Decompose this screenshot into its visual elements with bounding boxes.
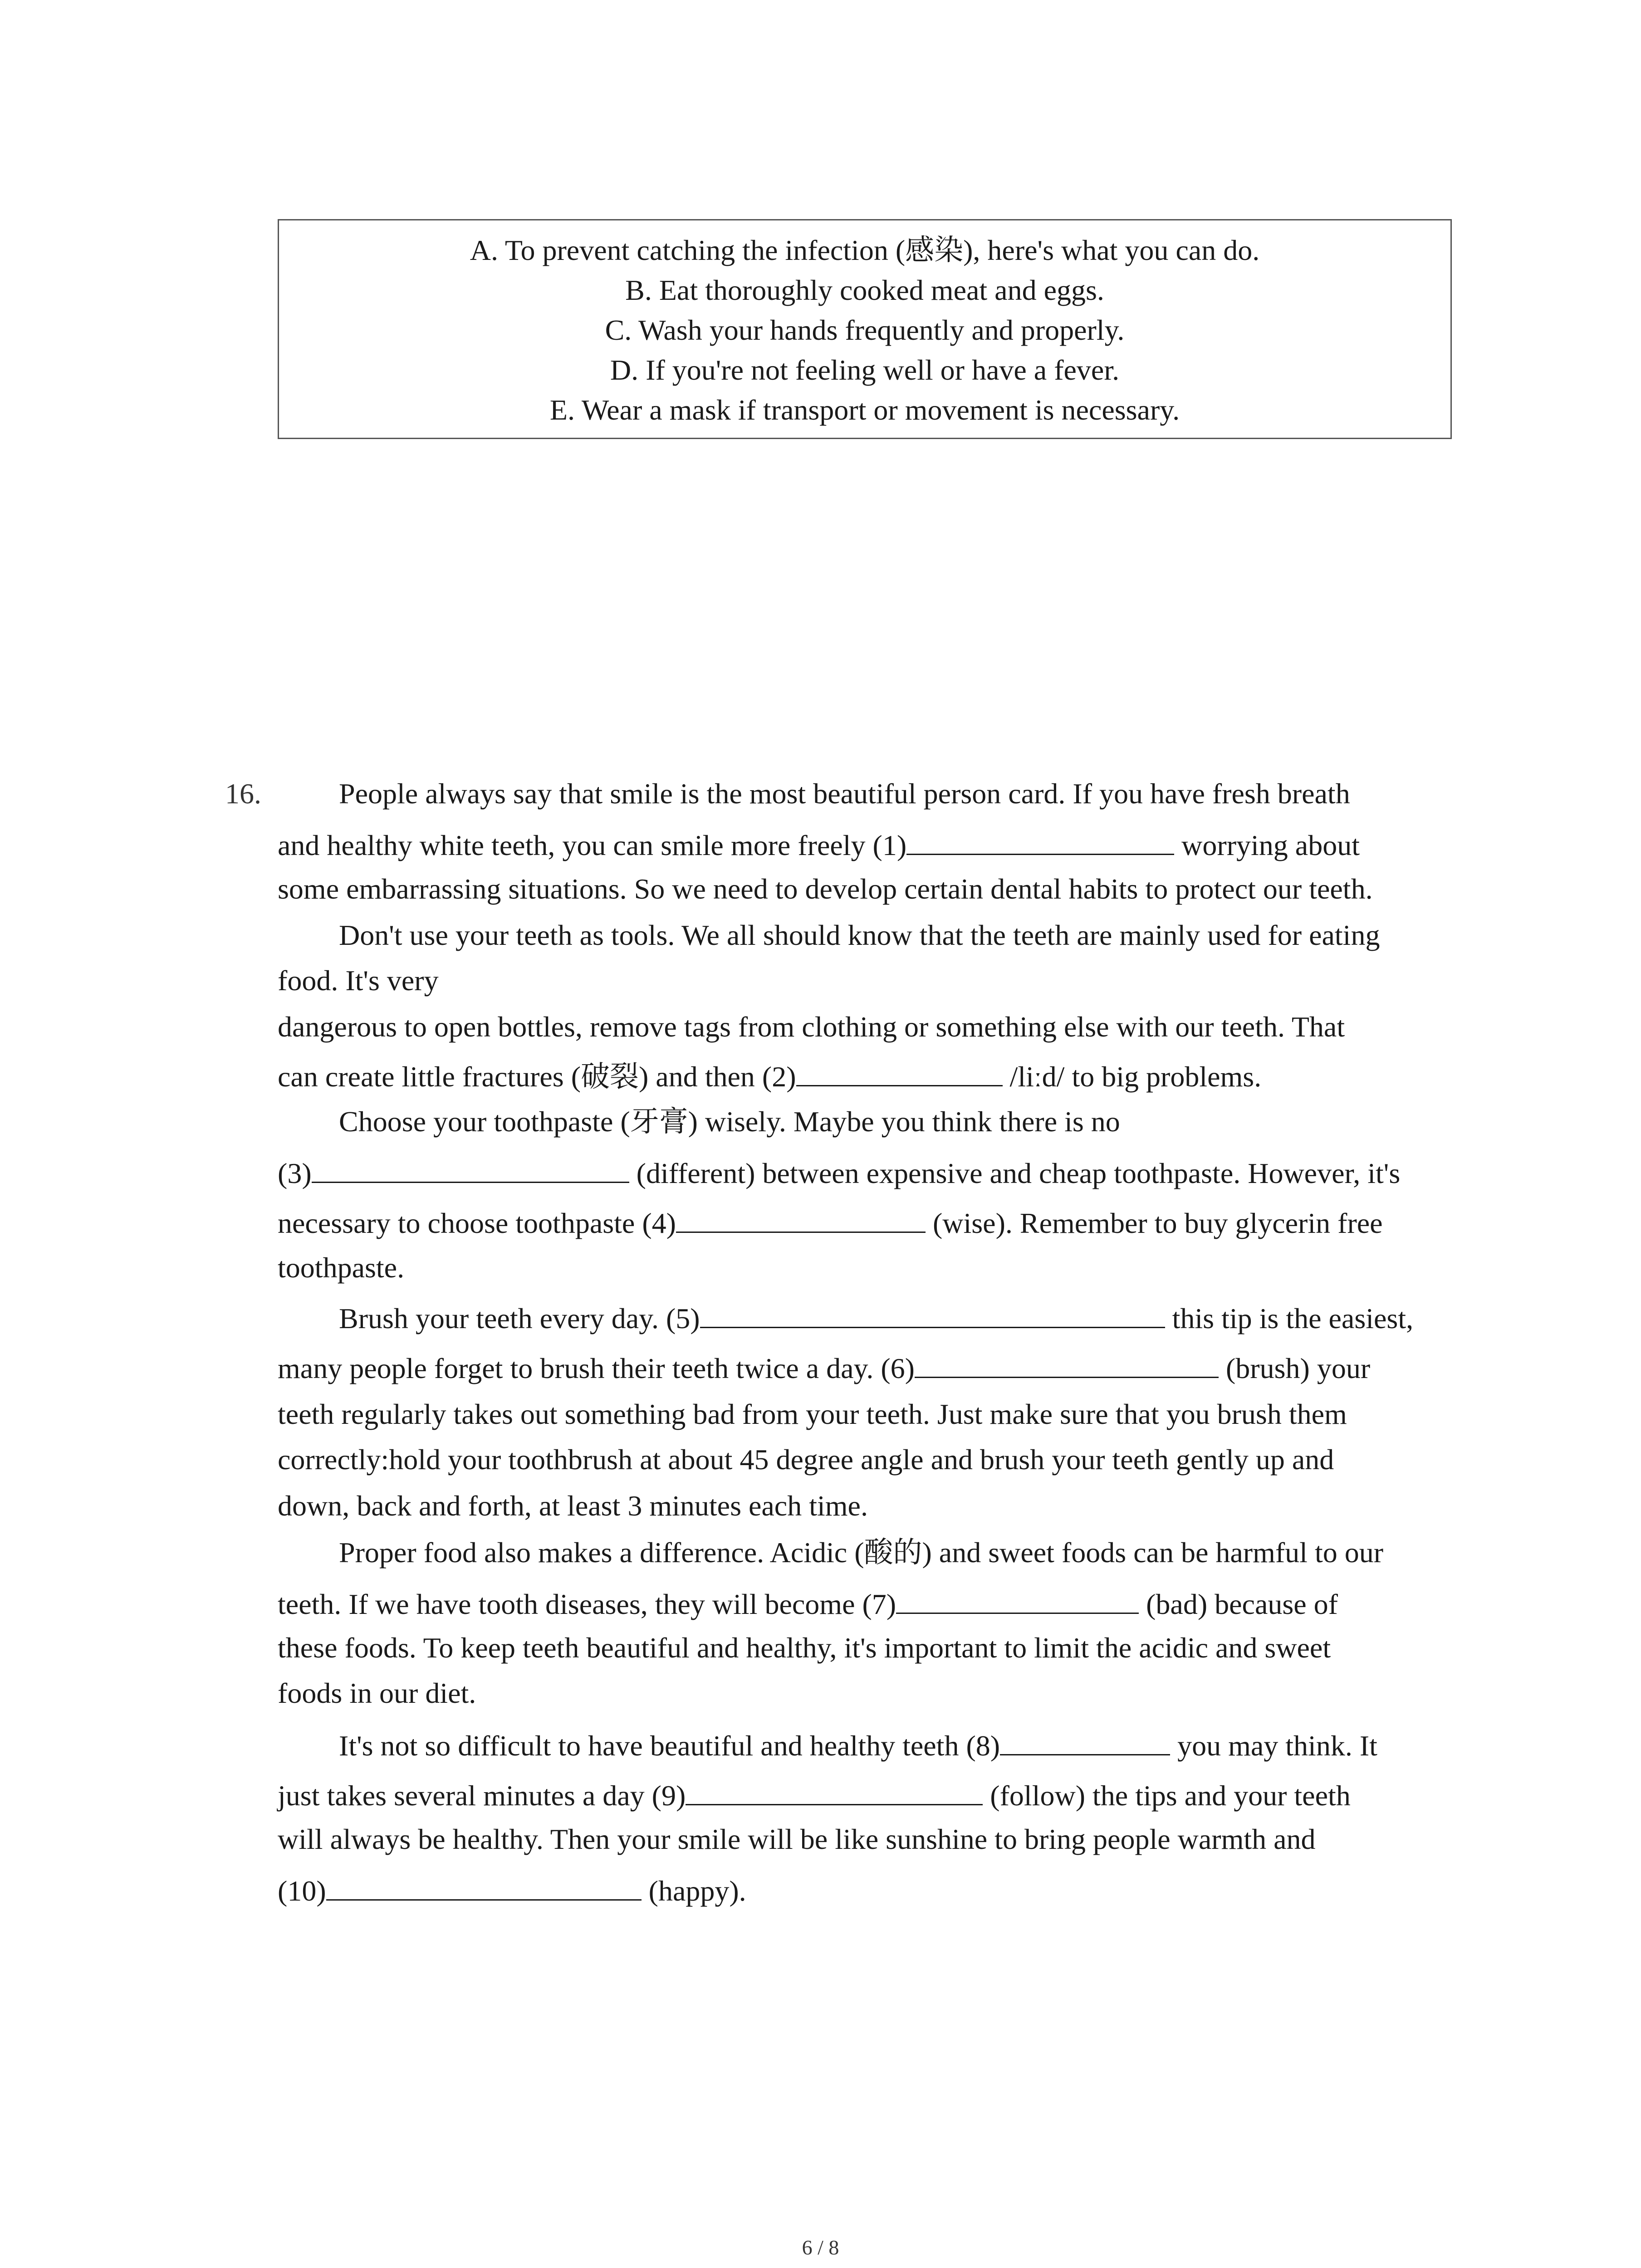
passage-text: (3) (278, 1157, 312, 1189)
blank-5[interactable] (700, 1299, 1165, 1328)
passage-line (278, 1871, 746, 1909)
passage-text: teeth regularly takes out something bad from your teeth. Just make sure that you brush them (278, 1398, 1347, 1430)
passage-line (278, 1821, 1316, 1857)
passage-text: (different) between expensive and cheap toothpaste. However, it's (629, 1157, 1401, 1189)
passage-line (278, 1675, 476, 1711)
passage-text: People always say that smile is the most beautiful person card. If you have fresh breath (339, 777, 1350, 810)
passage-text: and healthy white teeth, you can smile more freely (1) (278, 829, 907, 861)
passage-text: food. It's very (278, 964, 439, 997)
question-number: 16. (225, 777, 261, 810)
passage-text: correctly:hold your toothbrush at about 45 degree angle and brush your teeth gently up and (278, 1443, 1334, 1476)
passage-text: Brush your teeth every day. (5) (339, 1302, 700, 1334)
passage-text: (follow) the tips and your teeth (983, 1779, 1351, 1812)
options-box (278, 219, 1452, 439)
passage-line (278, 1009, 1345, 1045)
passage-text: just takes several minutes a day (9) (278, 1779, 686, 1812)
passage-text: It's not so difficult to have beautiful and healthy teeth (8) (339, 1730, 1000, 1762)
passage-line (339, 1726, 1377, 1764)
option-c: C. Wash your hands frequently and properly. (605, 314, 1125, 346)
passage-text: many people forget to brush their teeth twice a day. (6) (278, 1352, 915, 1384)
passage-text: these foods. To keep teeth beautiful and healthy, it's important to limit the acidic and sweet (278, 1632, 1331, 1664)
passage-text: this tip is the easiest, (1165, 1302, 1414, 1334)
blank-2[interactable] (796, 1057, 1003, 1086)
blank-4[interactable] (676, 1203, 926, 1233)
passage-text: (wise). Remember to buy glycerin free (925, 1207, 1383, 1239)
passage-line (278, 1203, 1383, 1242)
passage-text: can create little fractures (破裂) and then (2) (278, 1061, 796, 1093)
blank-8[interactable] (1000, 1726, 1170, 1755)
passage-line (278, 963, 439, 999)
passage-text: dangerous to open bottles, remove tags from clothing or something else with our teeth. That (278, 1011, 1345, 1043)
passage-line (278, 1057, 1261, 1095)
passage-text: down, back and forth, at least 3 minutes each time. (278, 1490, 868, 1522)
passage-text: /liːd/ to big problems. (1002, 1061, 1262, 1093)
blank-9[interactable] (686, 1776, 983, 1805)
passage-line (339, 1104, 1120, 1140)
passage-line (339, 917, 1380, 953)
passage-line (278, 1584, 1338, 1623)
passage-line (339, 776, 1350, 812)
option-d: D. If you're not feeling well or have a fever. (610, 354, 1120, 386)
passage-text: toothpaste. (278, 1251, 405, 1284)
passage-text: will always be healthy. Then your smile will be like sunshine to bring people warmth and (278, 1823, 1316, 1855)
passage-text: some embarrassing situations. So we need to develop certain dental habits to protect our teeth. (278, 873, 1373, 905)
passage-text: (bad) because of (1139, 1588, 1338, 1620)
passage-text: (10) (278, 1875, 326, 1907)
passage-line (278, 1630, 1331, 1666)
passage-text: teeth. If we have tooth diseases, they will become (7) (278, 1588, 896, 1620)
blank-7[interactable] (896, 1584, 1139, 1614)
blank-10[interactable] (326, 1871, 642, 1901)
passage-line (278, 871, 1373, 907)
passage-text: (happy). (641, 1875, 746, 1907)
passage-line (278, 1396, 1347, 1432)
passage-text: Don't use your teeth as tools. We all should know that the teeth are mainly used for eating (339, 919, 1380, 951)
passage-line (278, 1442, 1334, 1478)
passage-text: you may think. It (1170, 1730, 1377, 1762)
passage-line (278, 1154, 1400, 1192)
passage-text: worrying about (1174, 829, 1360, 861)
passage-line (339, 1535, 1383, 1571)
passage-text: (brush) your (1218, 1352, 1371, 1384)
passage-line (339, 1299, 1413, 1337)
passage-text: foods in our diet. (278, 1677, 476, 1709)
option-b: B. Eat thoroughly cooked meat and eggs. (625, 274, 1104, 306)
page-number: 6 / 8 (802, 2236, 839, 2259)
passage-text: Choose your toothpaste (牙膏) wisely. Maybe you think there is no (339, 1105, 1120, 1138)
passage-line (278, 826, 1360, 864)
passage-text: Proper food also makes a difference. Acidic (酸的) and sweet foods can be harmful to our (339, 1536, 1384, 1569)
passage-text: necessary to choose toothpaste (4) (278, 1207, 676, 1239)
option-e: E. Wear a mask if transport or movement is necessary. (549, 394, 1180, 426)
passage-line (278, 1488, 868, 1524)
passage-line (278, 1349, 1370, 1387)
blank-1[interactable] (906, 826, 1174, 855)
passage-line (278, 1250, 404, 1286)
passage-line (278, 1776, 1351, 1814)
blank-3[interactable] (312, 1154, 629, 1183)
blank-6[interactable] (915, 1349, 1219, 1378)
option-a: A. To prevent catching the infection (感染), here's what you can do. (470, 234, 1260, 266)
